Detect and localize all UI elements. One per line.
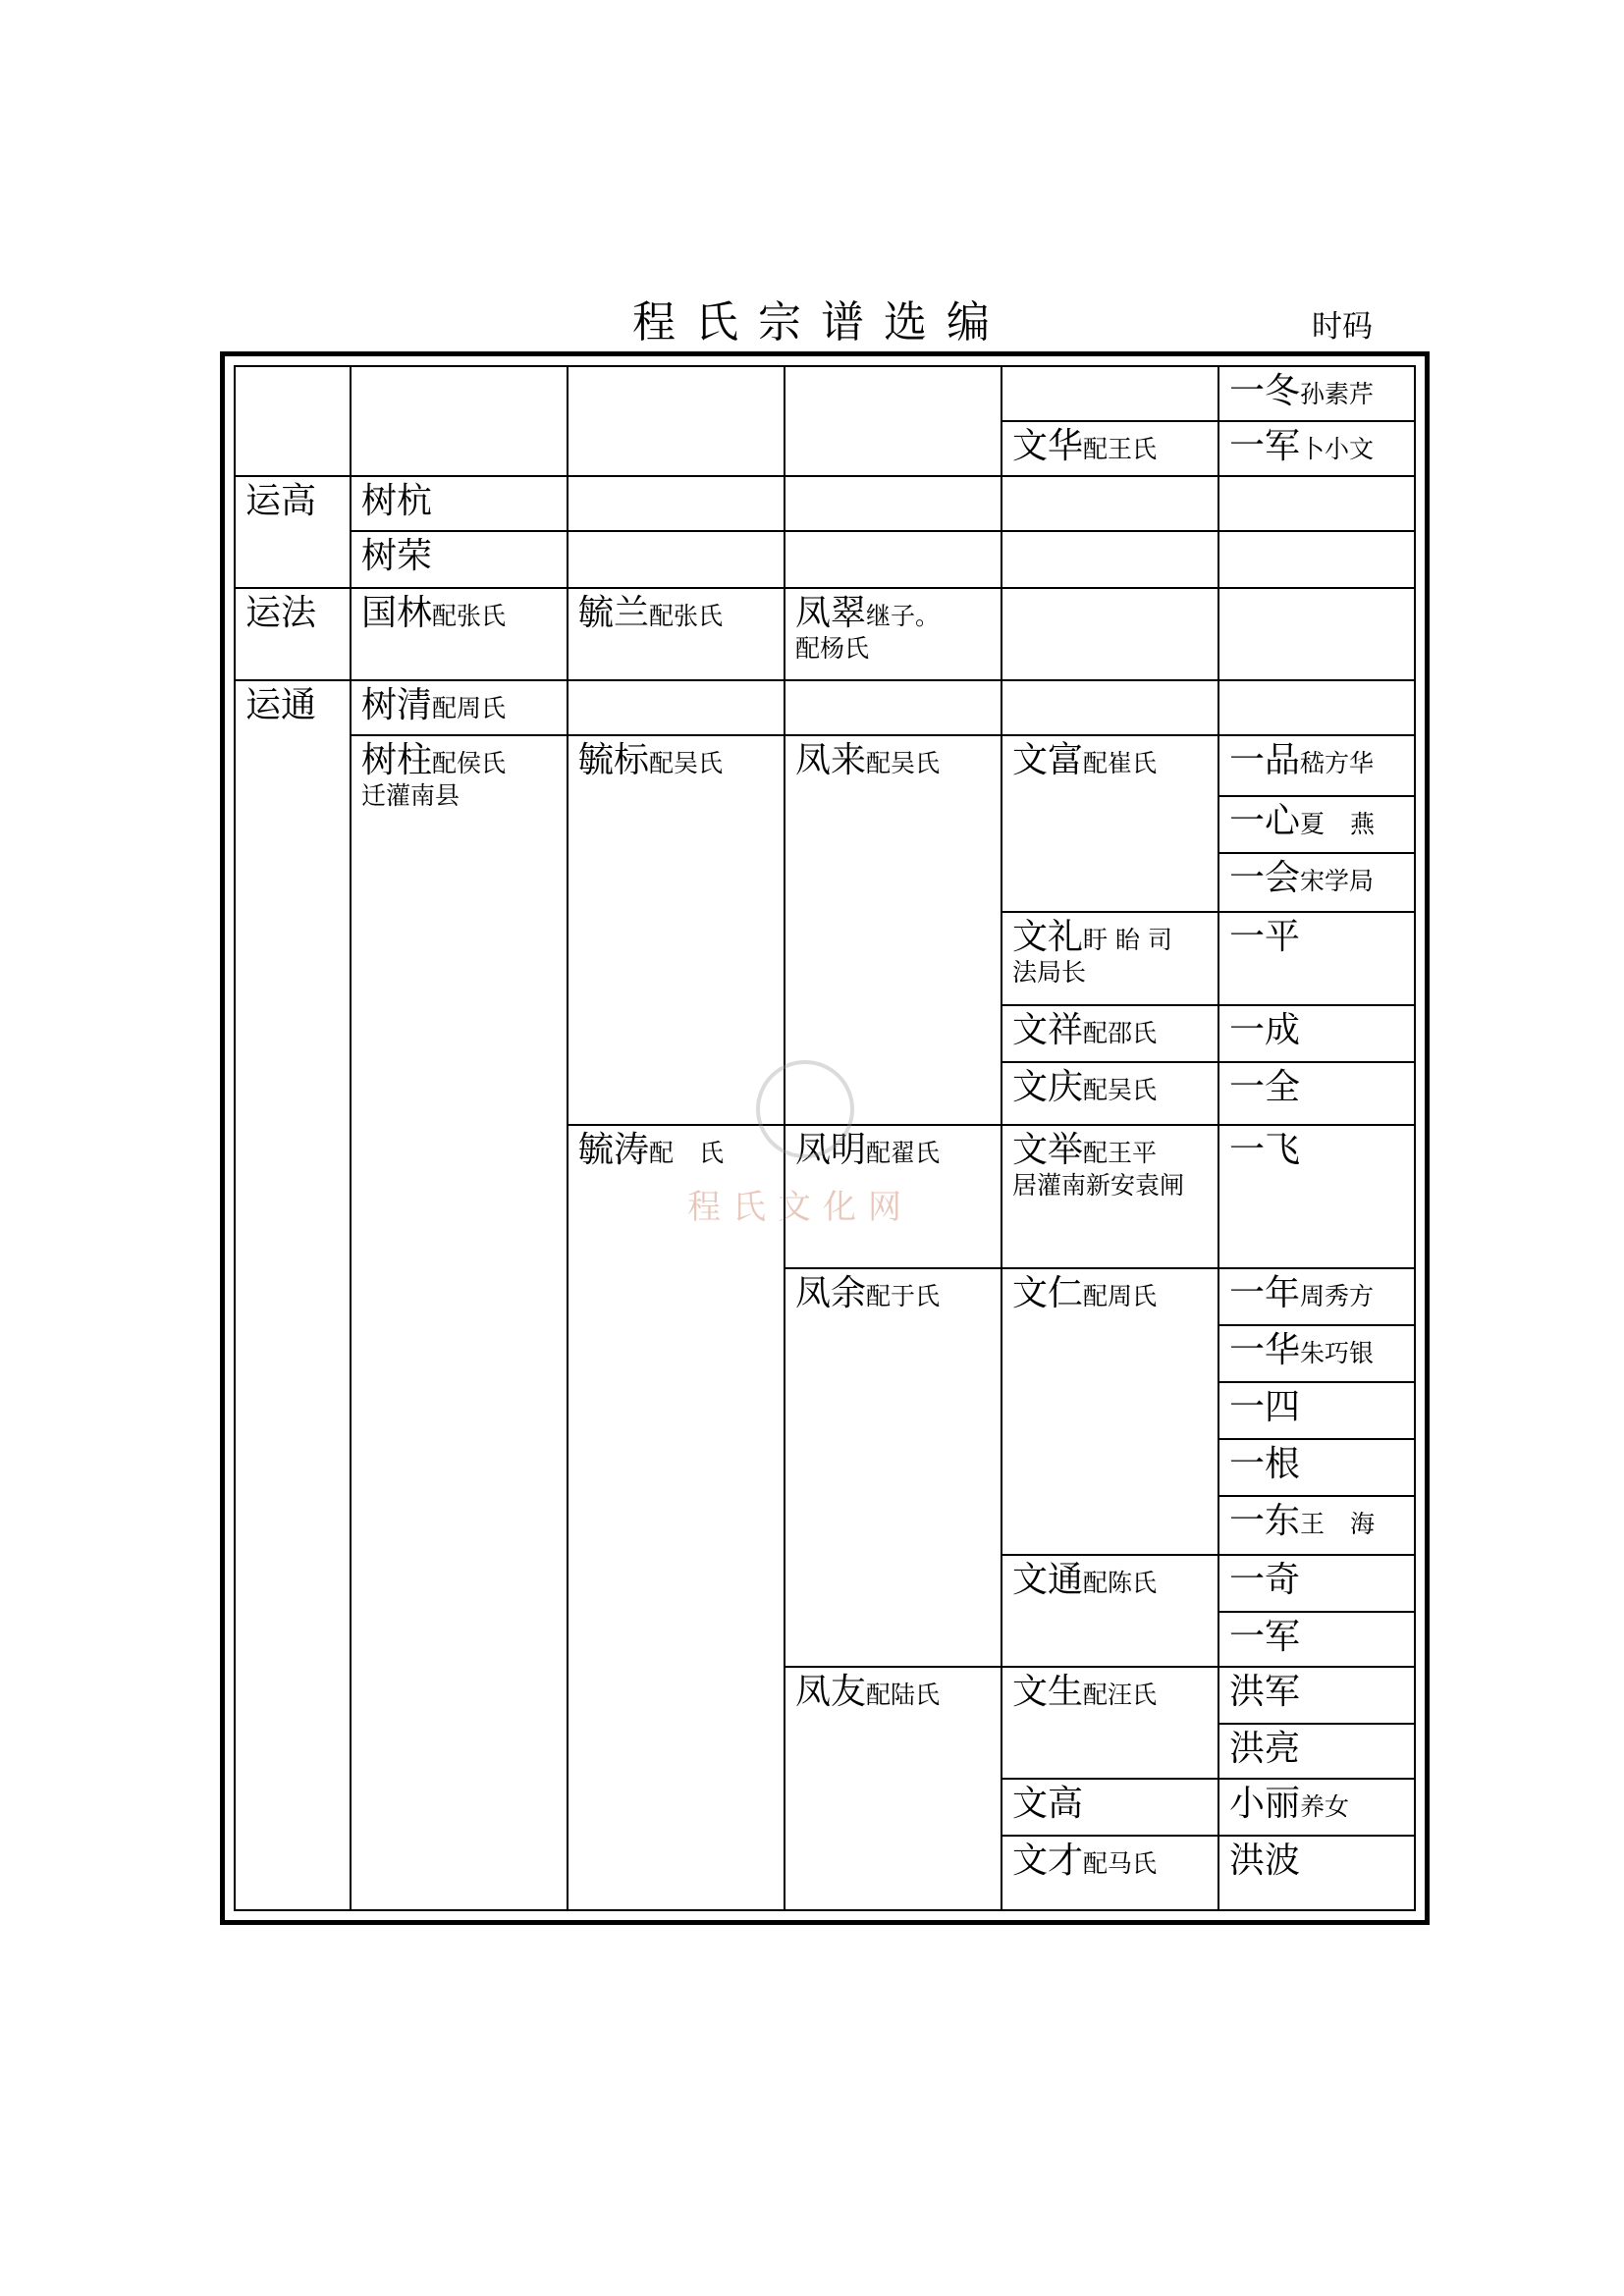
cell-c3-shuqing bbox=[567, 679, 785, 736]
cell-c4-shuqing bbox=[784, 679, 1002, 736]
cell-wenren: 文仁配周氏 bbox=[1001, 1267, 1219, 1556]
cell-c6-fengcui bbox=[1218, 587, 1416, 681]
cell-hongjun: 洪军 bbox=[1218, 1666, 1416, 1725]
cell-yinian: 一年周秀方 bbox=[1218, 1267, 1416, 1326]
cell-yidong-top: 一冬孙素芹 bbox=[1218, 365, 1416, 422]
cell-yihui: 一会宋学局 bbox=[1218, 852, 1416, 913]
cell-c5-shurong bbox=[1001, 530, 1219, 589]
cell-yisi: 一四 bbox=[1218, 1381, 1416, 1440]
cell-wentong: 文通配陈氏 bbox=[1001, 1554, 1219, 1668]
cell-yubiao: 毓标配吴氏 bbox=[567, 734, 785, 1126]
genealogy-table bbox=[220, 351, 1430, 1925]
cell-wengao: 文高 bbox=[1001, 1778, 1219, 1837]
cell-c5-r0 bbox=[1001, 365, 1219, 422]
cell-shuzhu: 树柱配侯氏 迁灌南县 bbox=[350, 734, 568, 1911]
cell-c6-shurong bbox=[1218, 530, 1416, 589]
watermark-text: 程氏文化网 bbox=[687, 1188, 913, 1227]
cell-yijun2: 一军 bbox=[1218, 1611, 1416, 1668]
cell-yiping: 一平 bbox=[1218, 911, 1416, 1006]
cell-yungao: 运高 bbox=[234, 475, 352, 589]
cell-c3-shuhang bbox=[567, 475, 785, 532]
cell-hongliang: 洪亮 bbox=[1218, 1723, 1416, 1780]
cell-wenli: 文礼盱 眙 司 法局长 bbox=[1001, 911, 1219, 1006]
cell-wenju: 文举配王平 居灌南新安袁闸 bbox=[1001, 1124, 1219, 1269]
cell-hongbo: 洪波 bbox=[1218, 1835, 1416, 1911]
cell-yulan: 毓兰配张氏 bbox=[567, 587, 785, 681]
cell-yicheng: 一成 bbox=[1218, 1004, 1416, 1063]
cell-yihua: 一华朱巧银 bbox=[1218, 1324, 1416, 1383]
cell-fengyou: 凤友配陆氏 bbox=[784, 1666, 1002, 1911]
cell-c6-shuqing bbox=[1218, 679, 1416, 736]
cell-c4-top bbox=[784, 365, 1002, 477]
cell-yutao: 毓涛配氏 bbox=[567, 1124, 785, 1911]
cell-wencai: 文才配马氏 bbox=[1001, 1835, 1219, 1911]
cell-yuntong: 运通 bbox=[234, 679, 352, 1911]
cell-yipin: 一品嵇方华 bbox=[1218, 734, 1416, 797]
cell-guolin: 国林配张氏 bbox=[350, 587, 568, 681]
cell-fengcui: 凤翠继子。 配杨氏 bbox=[784, 587, 1002, 681]
cell-yigen: 一根 bbox=[1218, 1438, 1416, 1497]
cell-shurong: 树荣 bbox=[350, 530, 568, 589]
cell-yunfa: 运法 bbox=[234, 587, 352, 681]
cell-fengyu: 凤余配于氏 bbox=[784, 1267, 1002, 1668]
cell-fenglai: 凤来配吴氏 bbox=[784, 734, 1002, 1126]
cell-c1-top bbox=[234, 365, 352, 477]
page-title: 程氏宗谱选编 bbox=[632, 297, 1009, 347]
table-grid bbox=[234, 365, 1416, 1911]
cell-yidong: 一东王海 bbox=[1218, 1495, 1416, 1556]
cell-yixin: 一心夏燕 bbox=[1218, 795, 1416, 854]
cell-wenhua: 文华配王氏 bbox=[1001, 420, 1219, 477]
cell-c4-shuhang bbox=[784, 475, 1002, 532]
cell-yiqi: 一奇 bbox=[1218, 1554, 1416, 1613]
cell-fengming: 凤明配翟氏 bbox=[784, 1124, 1002, 1269]
cell-wensheng: 文生配汪氏 bbox=[1001, 1666, 1219, 1780]
cell-yifei: 一飞 bbox=[1218, 1124, 1416, 1269]
cell-wenfu: 文富配崔氏 bbox=[1001, 734, 1219, 913]
cell-c5-fengcui bbox=[1001, 587, 1219, 681]
cell-shuqing: 树清配周氏 bbox=[350, 679, 568, 736]
cell-wenxiang: 文祥配邵氏 bbox=[1001, 1004, 1219, 1063]
cell-yijun-top: 一军卜小文 bbox=[1218, 420, 1416, 477]
cell-xiaoli: 小丽养女 bbox=[1218, 1778, 1416, 1837]
cell-c5-shuqing bbox=[1001, 679, 1219, 736]
branch-name: 时码 bbox=[1312, 309, 1373, 345]
cell-c4-shurong bbox=[784, 530, 1002, 589]
cell-c3-top bbox=[567, 365, 785, 477]
cell-c5-shuhang bbox=[1001, 475, 1219, 532]
cell-c2-top bbox=[350, 365, 568, 477]
cell-yiquan: 一全 bbox=[1218, 1061, 1416, 1126]
cell-shuhang: 树杭 bbox=[350, 475, 568, 532]
cell-c6-shuhang bbox=[1218, 475, 1416, 532]
cell-wenqing: 文庆配吴氏 bbox=[1001, 1061, 1219, 1126]
cell-c3-shurong bbox=[567, 530, 785, 589]
